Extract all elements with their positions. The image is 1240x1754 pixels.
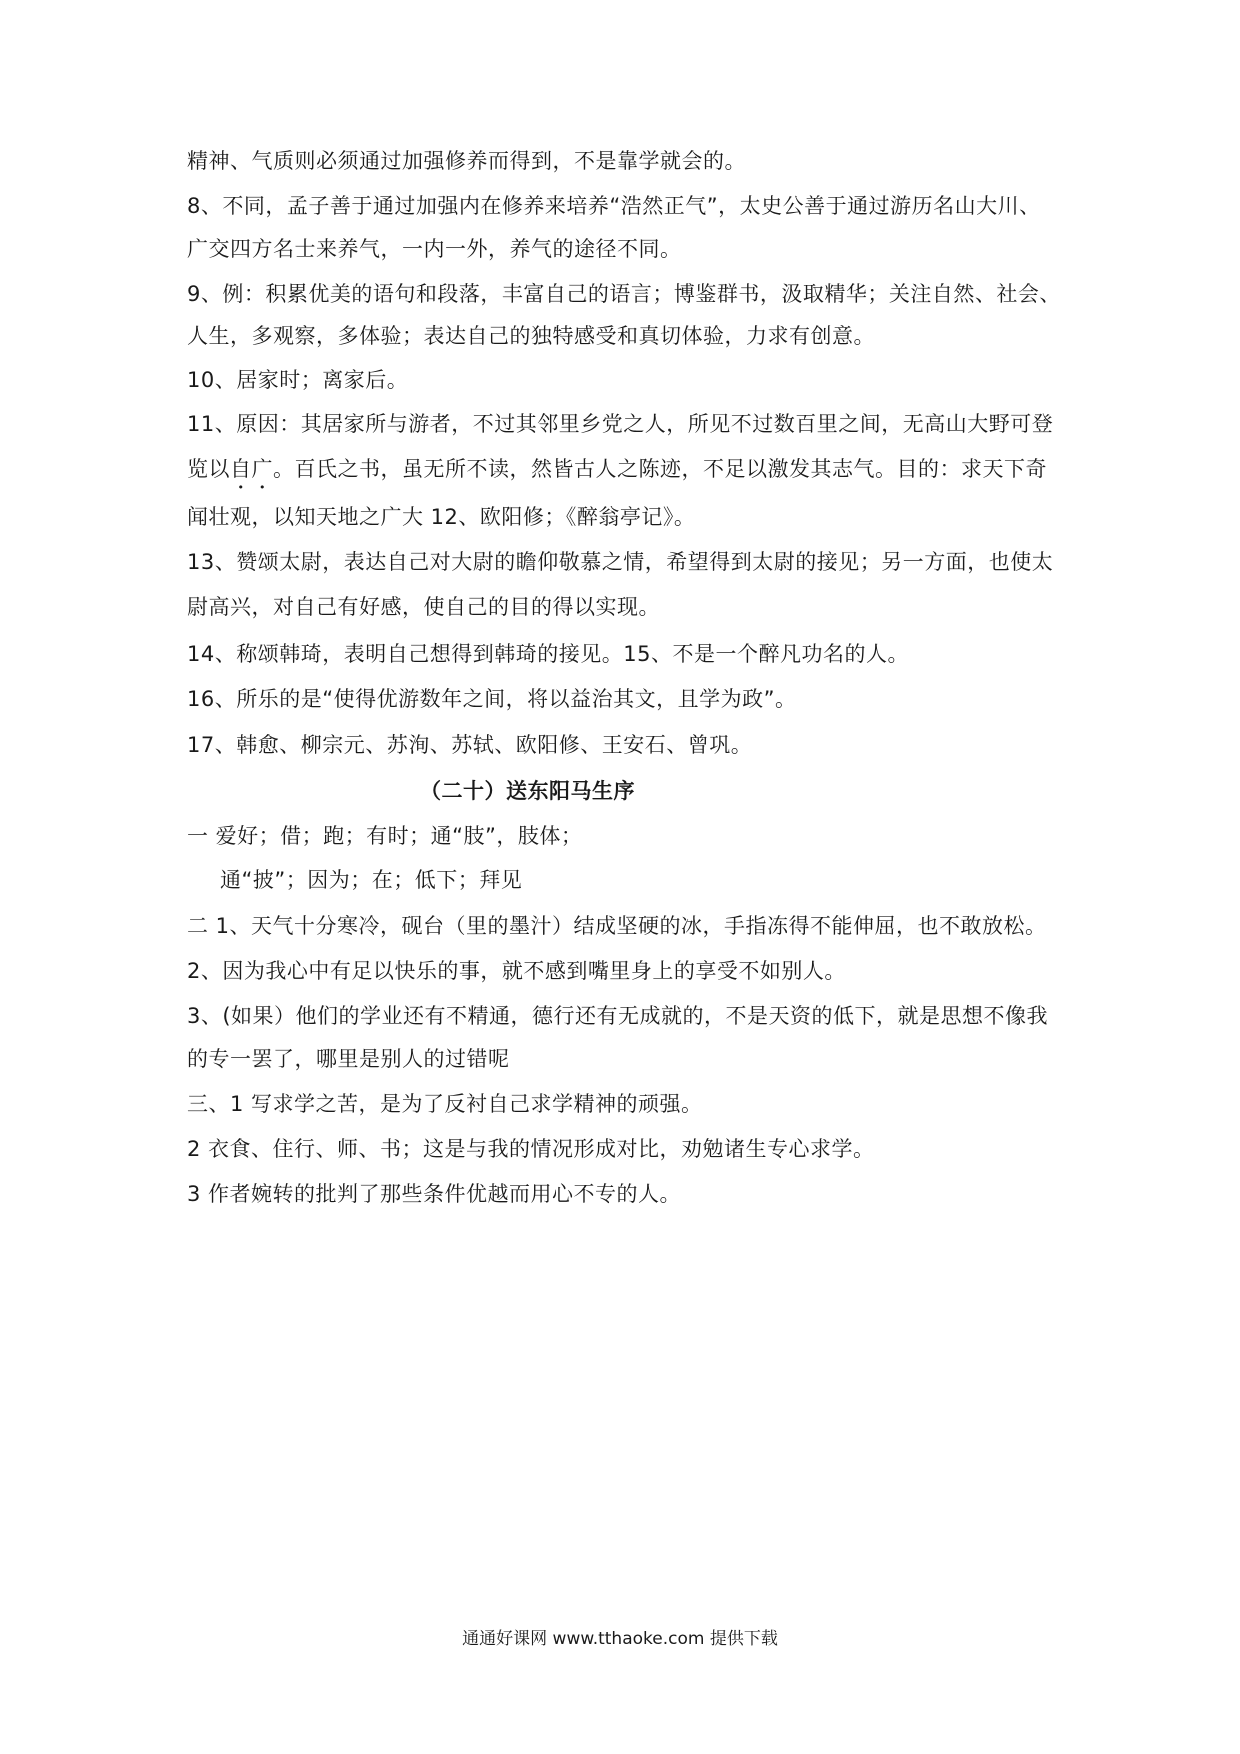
text-line: 17、韩愈、柳宗元、苏洵、苏轼、欧阳修、王安石、曾巩。 <box>187 733 753 757</box>
text-line: 10、居家时；离家后。 <box>187 368 409 392</box>
section-heading: （二十）送东阳马生序 <box>420 779 635 803</box>
text-line: 3 作者婉转的批判了那些条件优越而用心不专的人。 <box>187 1182 682 1206</box>
text-fragment: 百氏之书，虽无所不读，然皆古人之陈迹，不足以激发其志气。目的：求天下奇 <box>294 457 1047 481</box>
text-line: 11、原因：其居家所与游者，不过其邻里乡党之人，所见不过数百里之间，无高山大野可登 <box>187 412 1054 436</box>
text-fragment: 。 <box>273 457 295 481</box>
text-line: 精神、气质则必须通过加强修养而得到，不是靠学就会的。 <box>187 149 746 173</box>
page-footer: 通通好课网 www.tthaoke.com 提供下载 <box>462 1629 778 1649</box>
dotted-emphasis-text: 自广 <box>230 457 273 481</box>
text-line: 13、赞颂太尉，表达自己对大尉的瞻仰敬慕之情，希望得到太尉的接见；另一方面，也使太 <box>187 550 1054 574</box>
text-line: 人生，多观察，多体验；表达自己的独特感受和真切体验，力求有创意。 <box>187 324 875 348</box>
text-line: 9、例：积累优美的语句和段落，丰富自己的语言；博鉴群书，汲取精华；关注自然、社会、 <box>187 282 1061 306</box>
text-line: 16、所乐的是“使得优游数年之间，将以益治其文，且学为政”。 <box>187 687 797 711</box>
text-line: 的专一罢了，哪里是别人的过错呢 <box>187 1047 510 1071</box>
text-line: 2 衣食、住行、师、书；这是与我的情况形成对比，劝勉诸生专心求学。 <box>187 1137 875 1161</box>
text-line: 广交四方名士来养气，一内一外，养气的途径不同。 <box>187 237 682 261</box>
text-line: 2、因为我心中有足以快乐的事，就不感到嘴里身上的享受不如别人。 <box>187 959 846 983</box>
text-line: 闻壮观，以知天地之广大 12、欧阳修；《醉翁亭记》。 <box>187 505 696 529</box>
text-line: 一 爱好；借；跑；有时；通“肢”，肢体； <box>187 824 583 848</box>
text-fragment: 览以 <box>187 457 230 481</box>
text-line: 14、称颂韩琦，表明自己想得到韩琦的接见。15、不是一个醉凡功名的人。 <box>187 642 909 666</box>
text-line <box>187 455 1047 494</box>
text-line: 尉高兴，对自己有好感，使自己的目的得以实现。 <box>187 595 660 619</box>
text-line: 二 1、天气十分寒冷，砚台（里的墨汁）结成坚硬的冰，手指冻得不能伸屈，也不敢放松。 <box>187 914 1047 938</box>
text-line: 通“披”；因为；在；低下；拜见 <box>220 868 523 892</box>
text-line: 8、不同，孟子善于通过加强内在修养来培养“浩然正气”，太史公善于通过游历名山大川、 <box>187 194 1041 218</box>
text-line: 3、(如果）他们的学业还有不精通，德行还有无成就的，不是天资的低下，就是思想不像我 <box>187 1004 1049 1028</box>
text-line: 三、1 写求学之苦，是为了反衬自己求学精神的顽强。 <box>187 1092 703 1116</box>
